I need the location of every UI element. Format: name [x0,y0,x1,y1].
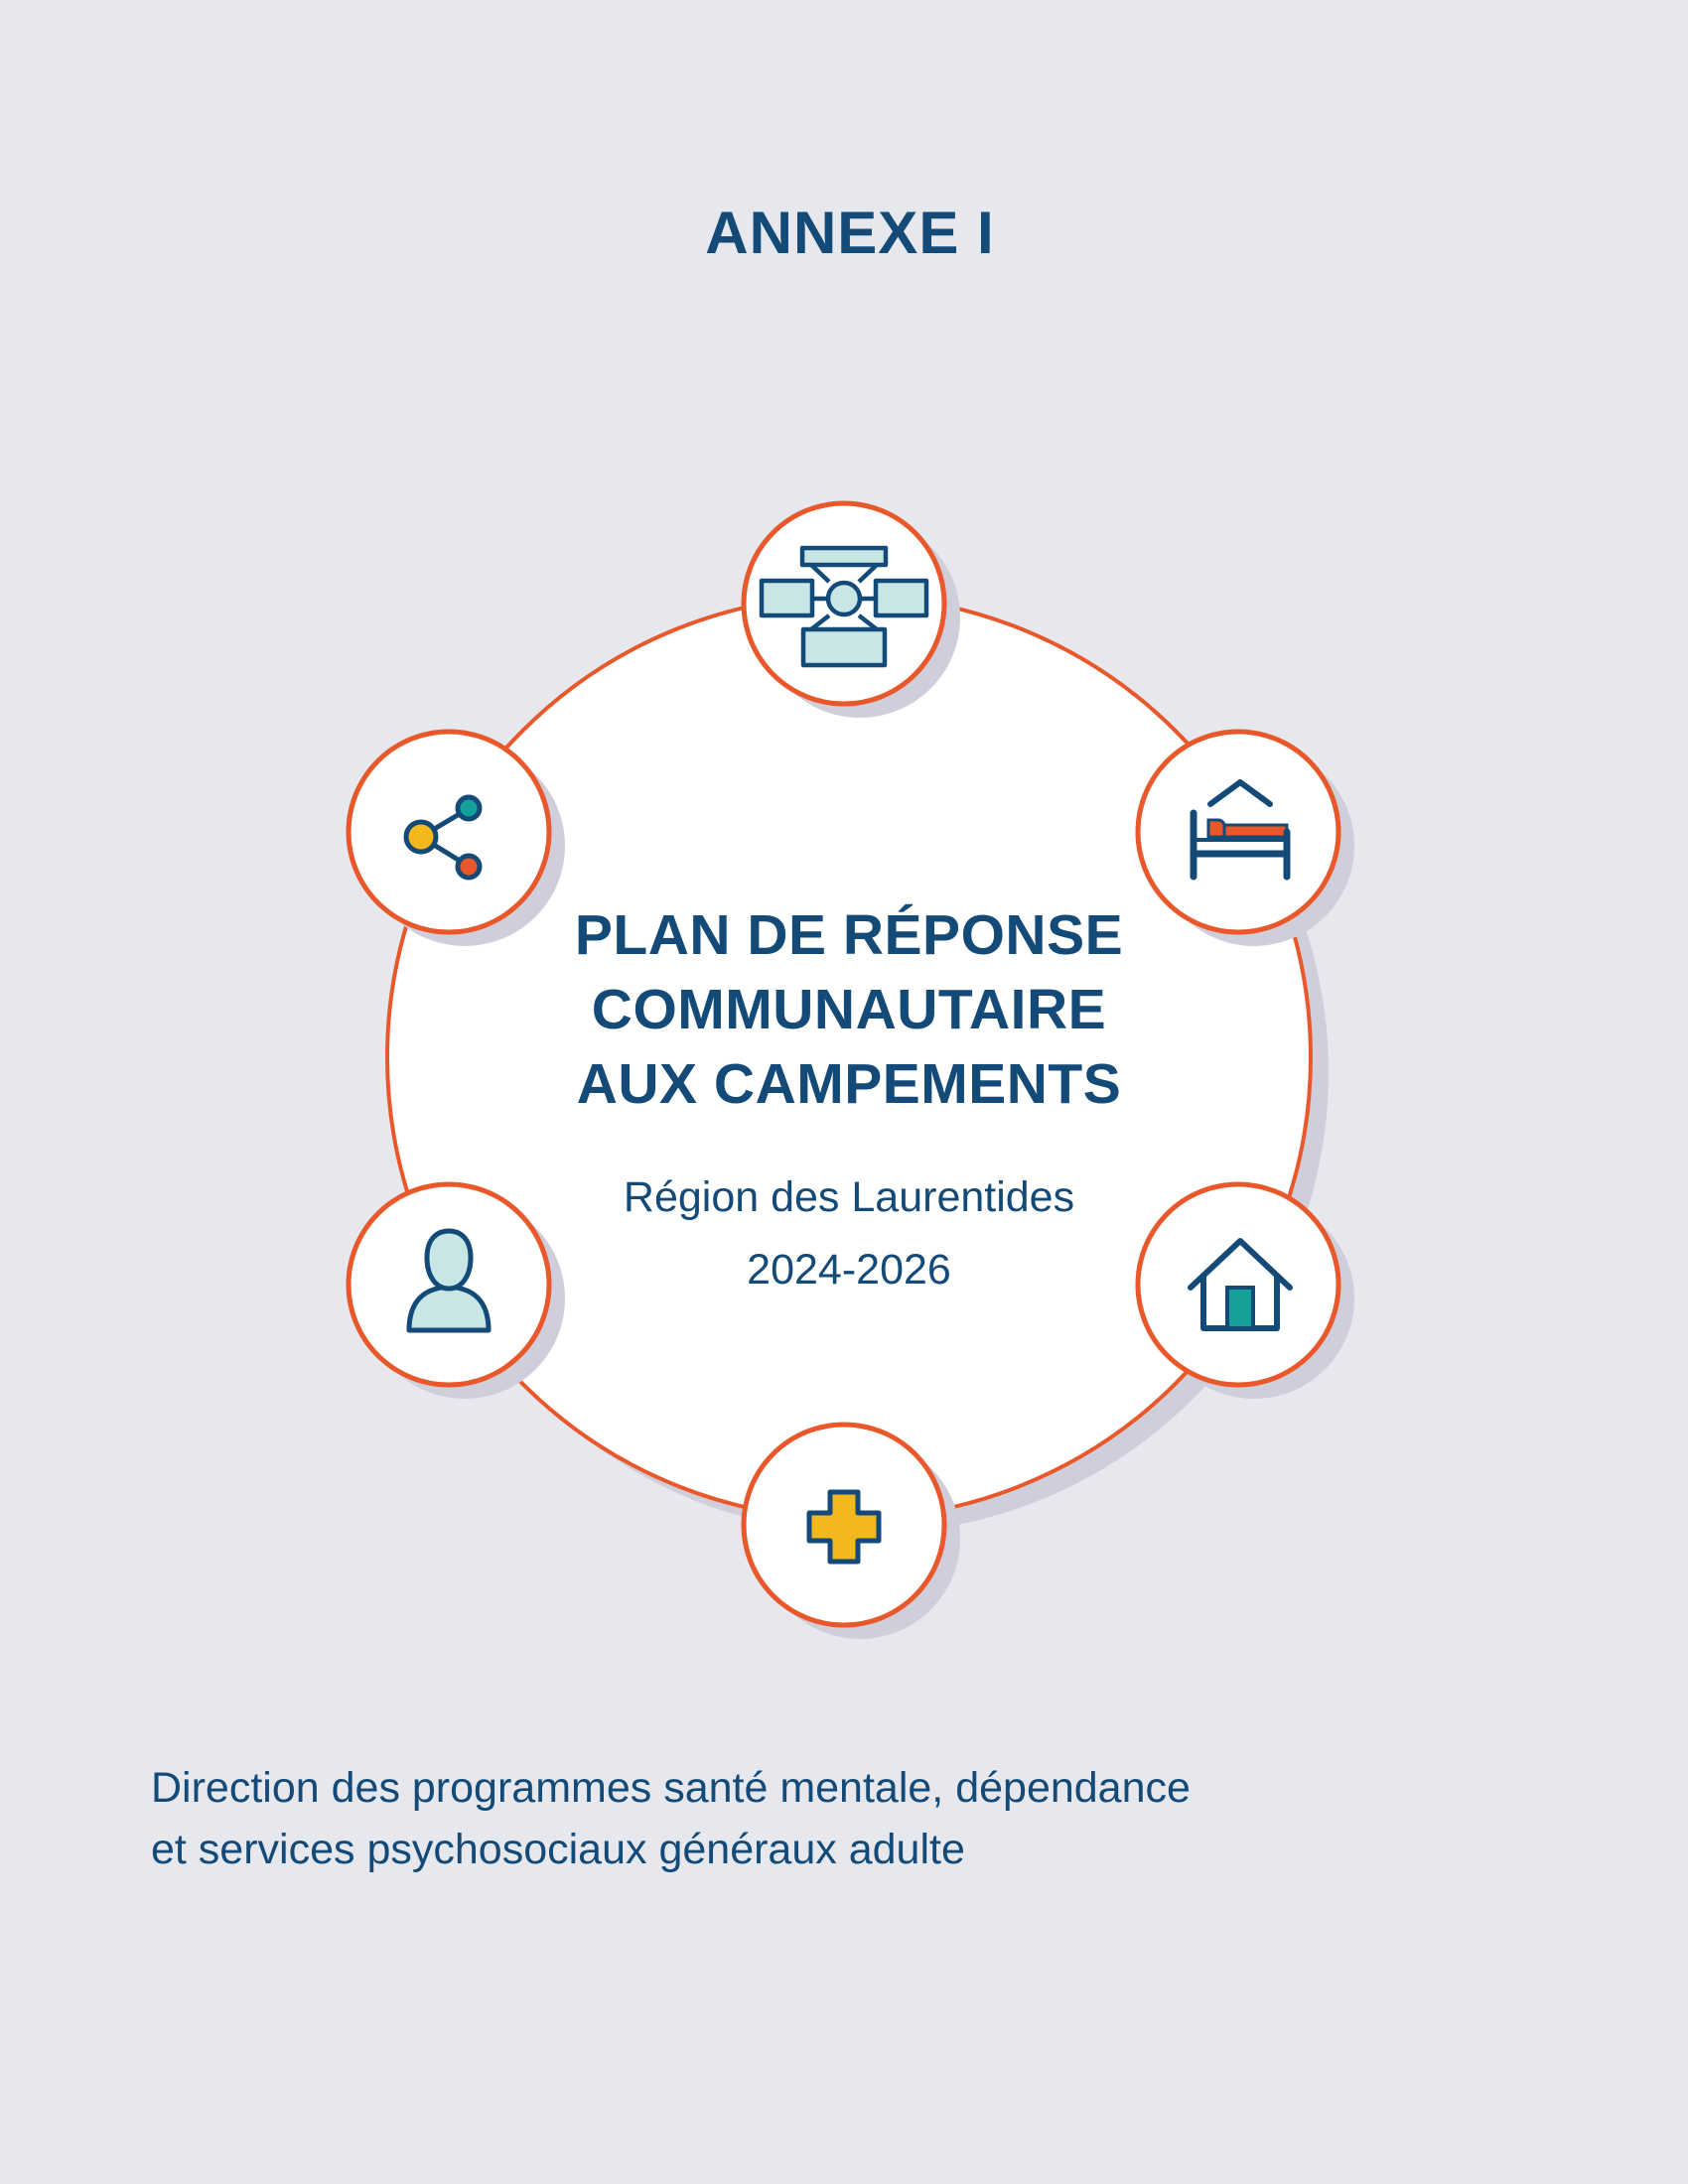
directorate-footer [151,1757,1541,1880]
plan-title-line-3: AUX CAMPEMENTS [576,1052,1122,1116]
plan-title-line-2: COMMUNAUTAIRE [591,978,1107,1041]
plan-title-line-1: PLAN DE RÉPONSE [574,903,1124,967]
plan-title-block [516,898,1182,1306]
plan-period: 2024-2026 [747,1246,951,1294]
annex-title: ANNEXE I [705,200,995,266]
footer-line-2: et services psychosociaux généraux adulte [151,1826,965,1873]
plan-region: Région des Laurentides [623,1173,1075,1221]
footer-line-1: Direction des programmes santé mentale, dépendance [151,1764,1191,1812]
